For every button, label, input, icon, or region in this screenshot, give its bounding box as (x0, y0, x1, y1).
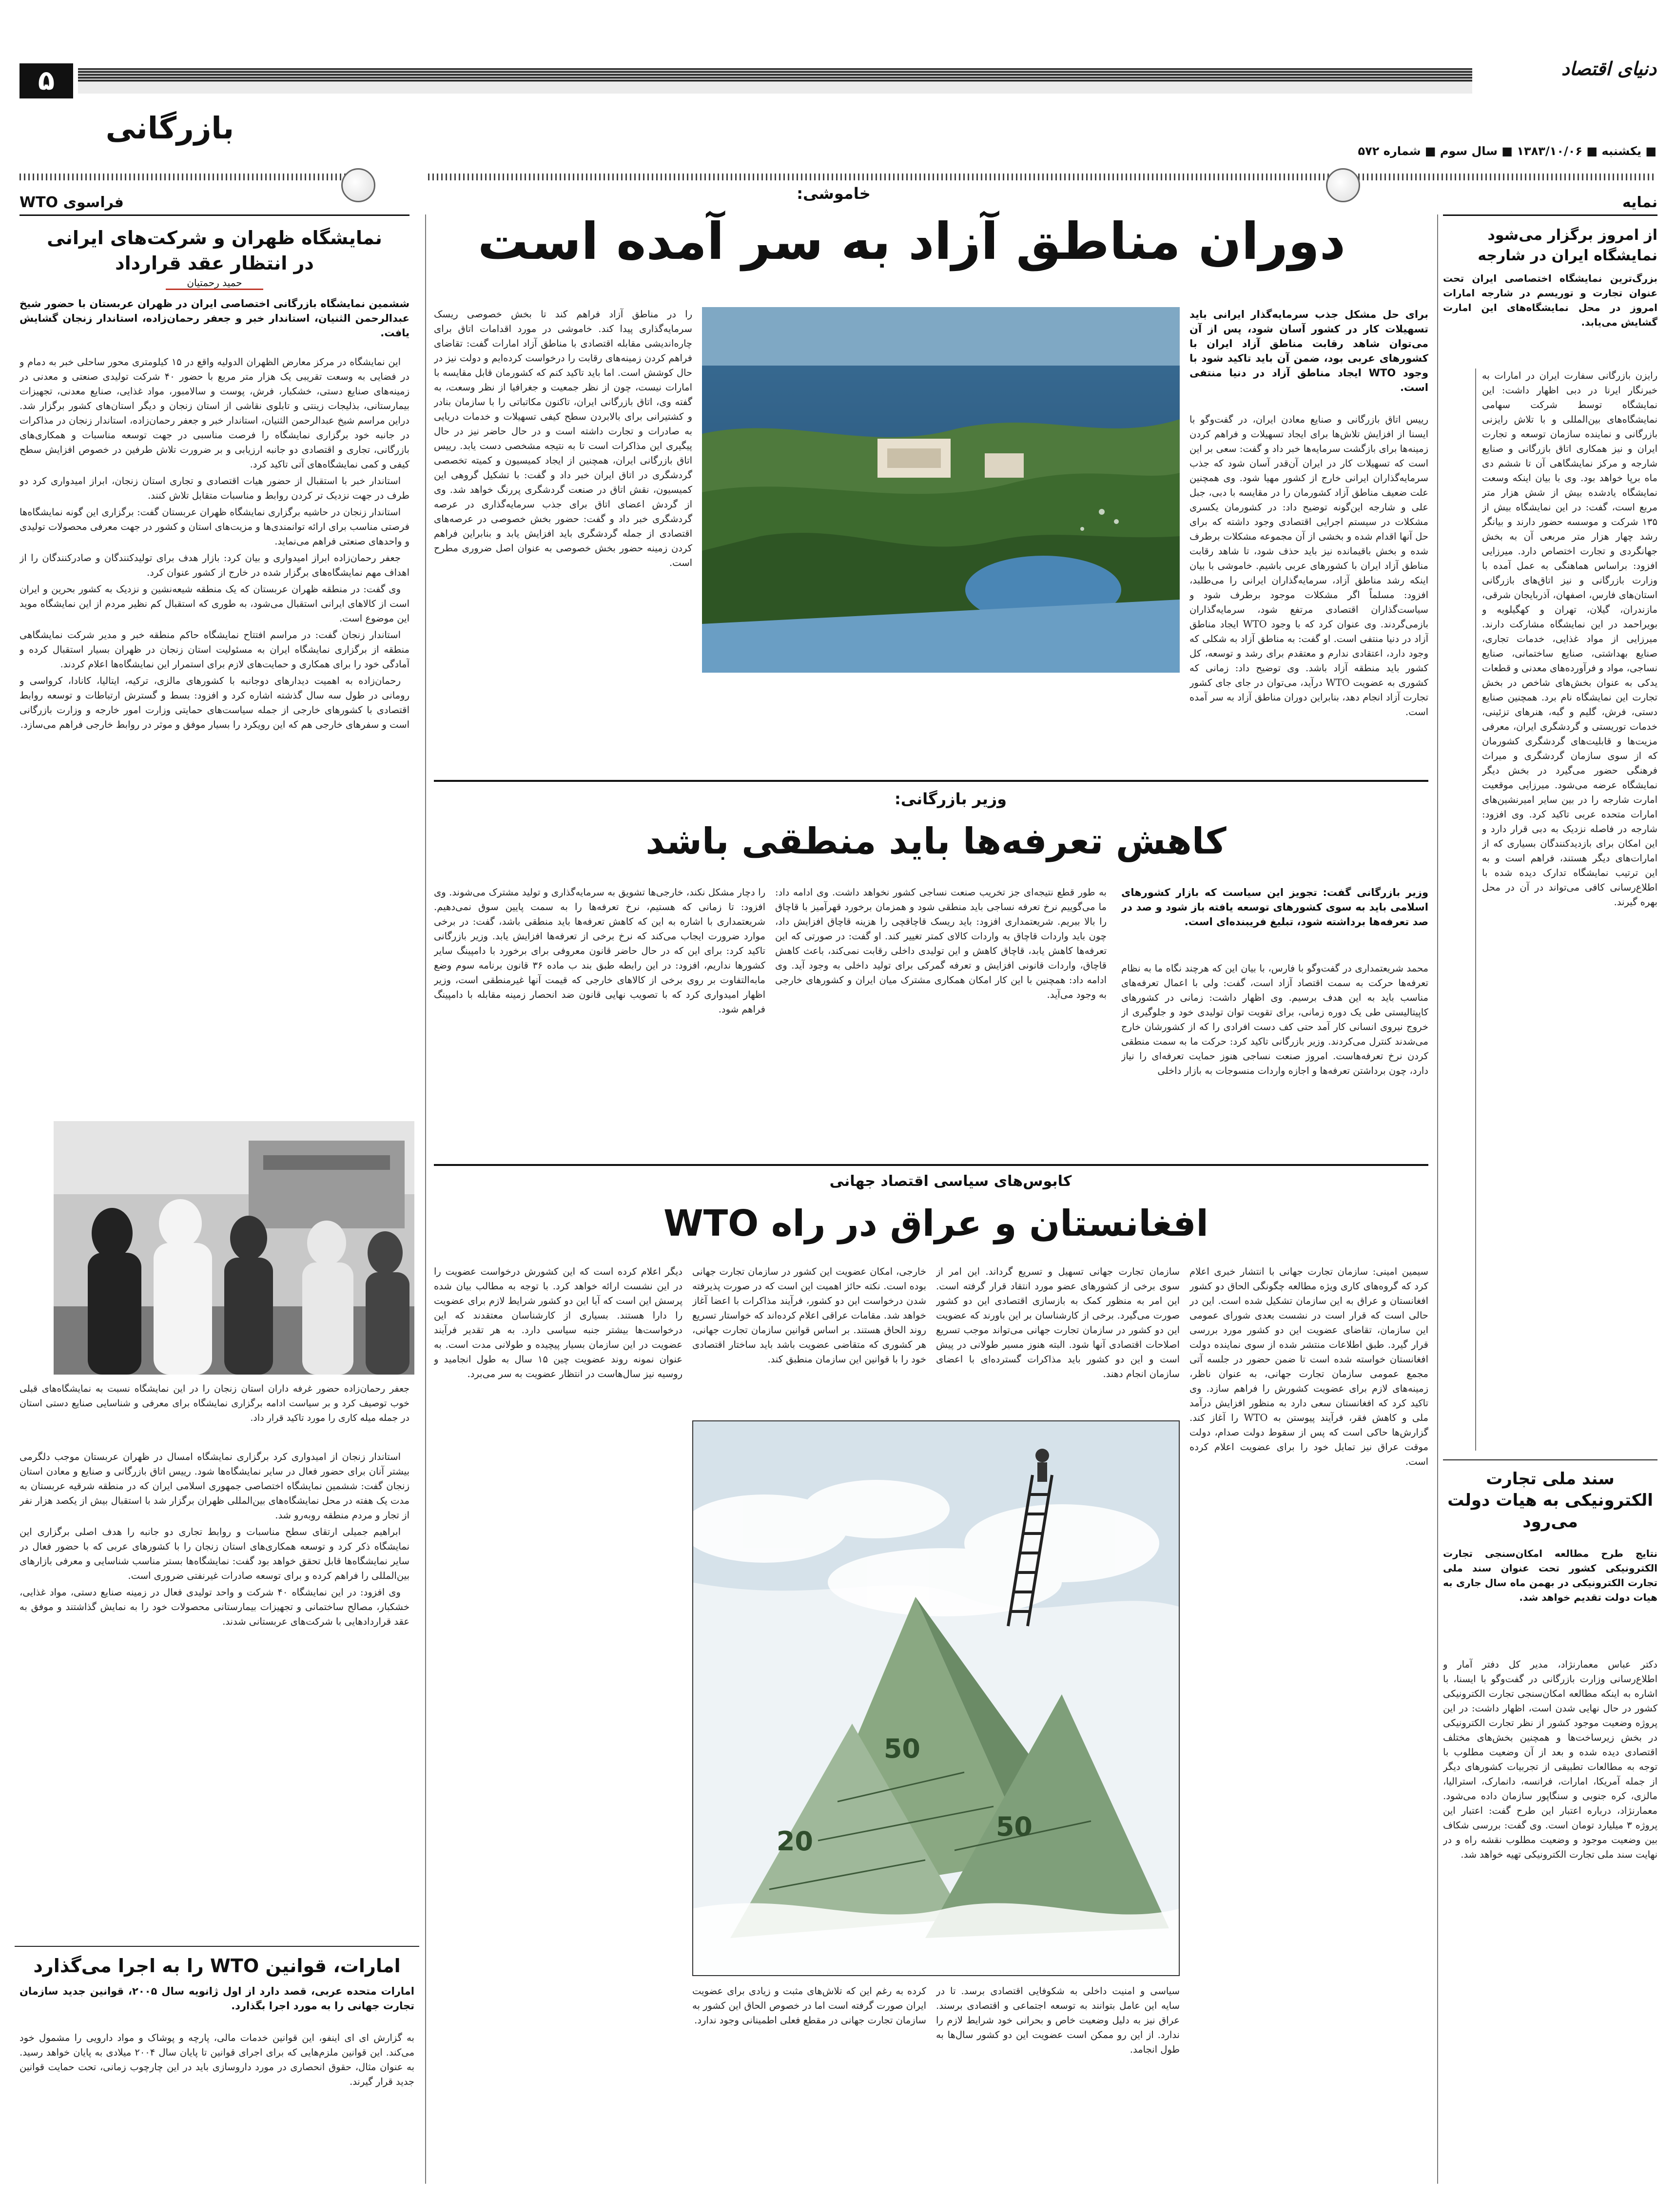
section-rule-2 (434, 1164, 1428, 1166)
exhibition-headline (19, 225, 409, 276)
wto-body-2: سازمان تجارت جهانی تسهیل و تسریع گرداند. این امر از سوی برخی از کشورهای عضو مورد انتقاد قرار گرفته است. این امر به منظور کمک به بازسازی اقتصادی این دو کشور صورت می‌گیرد. برخی از کارشناسان بر این باورند که عضویت این دو کشور در سازمان تجارت جهانی می‌تواند موجب تسریع اصلاحات اقتصادی آنها شود. البته هنوز مسیر طولانی در پیش است و این دو کشور باید مذاکرات گسترده‌ای با اعضای سازمان انجام دهند. (936, 1266, 1180, 1379)
masthead-bar (78, 68, 1472, 82)
exhibition-headline-line-1: نمایشگاه ظهران و شرکت‌های ایرانی (47, 227, 382, 249)
exhibition-paragraph: استاندار خبر با استقبال از حضور هیات اقتصادی و تجاری استان زنجان، ابراز امیدواری کرد دو طرف در جهت نزدیک تر کردن روابط و مناسبات متقابل تلاش کنند. (19, 475, 409, 501)
free-zones-body-right: رییس اتاق بازرگانی و صنایع معادن ایران، در گفت‌وگو با ایسنا از افزایش تلاش‌ها برای ایجاد تسهیلات و فراهم کردن زمینه‌ها برای بازگشت سرمایه‌ها خبر داد و گفت: سعی بر این است که تسهیلات کار در ایران آن‌قدر آسان شود که جذب سرمایه‌گذاران ایرانی خارج از کشور مهیا شود. وی همچنین علت ضعیف مناطق آزاد کشورمان را در مقایسه با دبی، جبل علی و شارجه این‌گونه توضیح داد: در کشورمان یکسری مشکلات در سیستم اجرایی اقتصادی وجود داشته که برای حل آنها اقدام شده و بخشی از آن مجموعه مشکلات برطرف شده و بخش باقیمانده نیز باید حذف شود، تا شاهد رقابت مناطق آزاد ایران با کشورهای عربی باشیم. خاموشی با بیان اینکه رشد مناطق آزاد، سرمایه‌گذاران ایرانی را می‌طلبد، افزود: مسلماً اگر مشکلات موجود برطرف شود و سیاست‌گذاران اقتصادی مرتفع شود، سرمایه‌گذاران بازمی‌گردند. وی عنوان کرد که با وجود WTO ایجاد مناطق آزاد در دنیا منتفی است. او گفت: به مناطق آزاد به شکلی که وجود دارد، اعتقادی ندارم و معتقدم برای رشد و توسعه، کل کشور باید منطقه آزاد باشد. وی توضیح داد: زمانی که کشوری به عضویت WTO درآید، می‌توان در جای جای کشور تجارت آزاد انجام دهد، بنابراین دوران مناطق آزاد به سر آمده است. (1189, 414, 1428, 718)
ecommerce-box (1443, 1459, 1657, 2186)
banknote-digits-1: 50 (883, 1733, 920, 1764)
section-rule-1 (434, 780, 1428, 782)
banknote-digits-3: 50 (995, 1811, 1033, 1842)
uae-wto-lead: امارات متحده عربی، قصد دارد از اول ژانویه سال ۲۰۰۵، قوانین جدید سازمان تجارت جهانی را به مورد اجرا بگذارد. (19, 1985, 414, 2012)
exhibition-paragraph: این نمایشگاه در مرکز معارض الظهران الدولیه واقع در ۱۵ کیلومتری محور ساحلی خبر به دمام و در فضایی به وسعت تقریبی یک هزار متر مربع با حضور ۴۰ شرکت تولیدی صنعتی و معدنی در زمینه‌های صنایع دستی، خشکبار، فرش، پوست و سالامبور، مواد غذایی، صنایع معدنی، تجهیزات بیمارستانی، بذلیجات زینتی و تابلوی نقاشی از استان زنجان و دیگر استان‌های کشور برگزار شد. دراین مراسم شیخ عبدالرحمن الثنیان، استاندار خبر و جعفر رحمان‌زاده، استاندار زنجان در مذاکرات در جانبه خود برگزاری نمایشگاه را فرصت مناسبی در جهت توسعه مناسبات و همکاری‌های بازرگانی، تجاری و اقتصادی دو جانبه ارزیابی و بر ضرورت تلاش طرفین در خصوص افزایش سطح کیفی و کمی نمایشگاه‌های آتی تاکید کرد. (19, 356, 409, 470)
tariffs-kicker: وزیر بازرگانی: (894, 790, 1007, 808)
section-title: بازرگانی (105, 110, 234, 146)
masthead-dots-left (19, 174, 370, 180)
exhibition-headline-line-2: در انتظار عقد قرارداد (115, 252, 314, 274)
exhibition-lead: ششمین نمایشگاه بازرگانی اختصاصی ایران در ظهران عربستان با حضور شیخ عبدالرحمن الثنیان، استاندار خبر و جعفر رحمان‌زاده، استاندار زنجان گشایش یافت. (19, 298, 409, 339)
wto-body-1: سیمین امینی: سازمان تجارت جهانی با انتشار خبری اعلام کرد که گروه‌های کاری ویژه مطالعه چگونگی الحاق دو کشور افغانستان و عراق به این سازمان تشکیل شده است. این در حالی است که قرار است در نشست بعدی شورای عمومی این سازمان، تقاضای عضویت این دو کشور مورد بررسی قرار گیرد. طبق اطلاعات منتشر شده از سوی نماینده دولت افغانستان خواسته شده است تا ضمن حضور در جلسه آتی مجمع عمومی سازمان تجارت جهانی، به عنوان ناظر، زمینه‌های لازم برای عضویت کشورش را فراهم سازد. وی تاکید کرد که افغانستان سعی دارد به منظور افزایش درآمد ملی و کاهش فقر، فرآیند پیوستن به WTO را آغاز کند. گزارش‌ها حاکی است که پس از سقوط دولت صدام، دولت موقت عراق نیز تمایل خود را برای عضویت اعلام کرده است. (1189, 1266, 1428, 1467)
globe-icon (1326, 168, 1360, 202)
wto-body-6: سیاسی و امنیت داخلی به شکوفایی اقتصادی برسد. تا در سایه این عامل بتوانند به توسعه اجتماعی و اقتصادی برسند. عراق نیز به دلیل وضعیت خاص و بحرانی خود شرایط لازم را ندارد. از این رو ممکن است عضویت این دو کشور سال‌ها به طول انجامد. (936, 1985, 1180, 2055)
free-zone-photo-art (702, 307, 1180, 673)
sharjah-body: رایزن بازرگانی سفارت ایران در امارات به خبرنگار ایرنا در دبی اظهار داشت: این نمایشگاه توسط شرکت سهامی نمایشگاه‌های بین‌المللی و با تلاش رایزنی بازرگانی و نماینده سازمان توسعه و تجارت ایران و نیز همکاری اتاق بازرگانی و صنایع شارجه و مرکز نمایشگاهی آن تا ششم دی ماه برپا خواهد بود. وی با بیان اینکه وسعت نمایشگاه یادشده بیش از شش هزار متر مربع است، گفت: در این نمایشگاه بیش از ۱۳۵ شرکت و موسسه حضور دارند و بیانگر رشد چهار هزار متر مربعی آن به بخش جهانگردی و تجارت اختصاص دارد. میرزایی افزود: براساس هماهنگی به عمل آمده با وزارت بازرگانی و نیز اتاق‌های بازرگانی استان‌های فارس، اصفهان، آذربایجان شرقی، مازندران، گیلان، تهران و کهگیلویه و بویراحمد در این نمایشگاه مشارکت دارند. میرزایی از مواد غذایی، خدمات تجاری، صنایع بهداشتی، صنایع ساختمانی، صنایع نساجی، مواد و فرآورده‌های معدنی و قطعات یدکی به عنوان بخش‌های شاخص در بخش تجارت این نمایشگاه نام برد. همچنین صنایع دستی، فرش، گلیم و گبه، هنرهای تزئینی، خدمات توریستی و گردشگری ایران، معرفی مزیت‌ها و قابلیت‌های گردشگری کشورمان که از سوی سازمان گردشگری و میراث فرهنگی حضور می‌گیرد در بخش دیگر نمایشگاه عرضه می‌شود. میرزایی موقعیت امارت شارجه را در بین سایر امیرنشین‌های امارات متحده عربی تاکید کرد. وی افزود: شارجه در فاصله نزدیک به دبی قرار دارد و این امکان برای بازدیدکنندگان بسیاری که از امارات‌های دیگر هستند، فراهم است و به این ترتیب نمایشگاه تدارک دیده شده با اطلاع‌رسانی کافی می‌تواند در آن در محل بهره گیرند. (1482, 370, 1657, 908)
wto-illustration (692, 1420, 1180, 1976)
byline: حمید رحمتیان (166, 277, 263, 290)
uae-wto-box (15, 1946, 419, 2180)
exhibition-body (19, 355, 409, 1106)
ecommerce-headline: سند ملی تجارت الکترونیکی به هیات دولت می‌رود (1447, 1469, 1653, 1532)
exhibition-paragraph: جعفر رحمان‌زاده ابراز امیدواری و بیان کرد: بازار هدف برای تولیدکنندگان و صادرکنندگان را از اهداف مهم نمایشگاه‌های برگزار شده در خارج از کشور عنوان کرد. (19, 552, 409, 578)
exhibition-photo-caption: جعفر رحمان‌زاده حضور غرفه داران استان زنجان را در این نمایشگاه نسبت به نمایشگاه‌های قبلی خوب توصیف کرد و بر سیاست ادامه برگزاری نمایشگاه برای معرفی و شناسایی صنایع دستی استان در جمله میله کاری را مورد تاکید قرار داد. (19, 1383, 409, 1423)
ecommerce-lead: نتایج طرح مطالعه امکان‌سنجی تجارت الکترونیکی کشور تحت عنوان سند ملی تجارت الکترونیکی در بهمن ماه سال جاری به هیات دولت تقدیم خواهد شد. (1443, 1548, 1657, 1603)
page-number-badge (19, 63, 73, 98)
logo (1491, 58, 1657, 87)
exhibition-paragraph: استاندار زنجان در حاشیه برگزاری نمایشگاه ظهران عربستان گفت: برگزاری این گونه نمایشگاه‌ها فرصتی مناسب برای ارائه توانمندی‌ها و مزیت‌های استان و کشور در جهت معرفی محصولات تولیدی و واحدهای صنعتی فراهم می‌نماید. (19, 506, 409, 547)
exhibition-paragraph: استاندار زنجان از امیدواری کرد برگزاری نمایشگاه امسال در ظهران عربستان موجب دلگرمی بیشتر آنان برای حضور فعال در سایر نمایشگاه‌ها شود. رییس اتاق بازرگانی و صنایع و معادن استان زنجان گفت: ششمین نمایشگاه اختصاصی جمهوری اسلامی ایران که در منطقه شرقیه عربستان به مدت یک هفته در محل نمایشگاه‌های بین‌المللی ظهران برگزار شد با استقبال بیش از یکصد هزار نفر از تجار و مردم منطقه روبه‌رو شد. (19, 1451, 409, 1521)
tariffs-body-2: به طور قطع نتیجه‌ای جز تخریب صنعت نساجی کشور نخواهد داشت. وی ادامه داد: ما می‌گوییم نرخ تعرفه نساجی باید منطقی شود و همزمان برخورد قهرآمیز با قاچاق را بالا ببریم. شریعتمداری افزود: باید ریسک قاچاقچی را هزینه قاچاق افزایش داد، چون باید واردات قاچاق به واردات کالای کمتر تغییر کند. او گفت: در صورتی که این تعرفه‌ها کاهش یابد، قاچاق کاهش و این تولیدی داخلی رقابت نمی‌کند، باعث کاهش قاچاق، واردات قانونی افزایش و تعرفه گمرکی برای تولید داخلی به وجود آید. وی ادامه داد: همچنین با این کار امکان همکاری مشترک میان ایران و کشورهای خارجی به وجود می‌آید. (775, 887, 1107, 1000)
left-column-label: فراسوی WTO (19, 194, 124, 211)
exhibition-photo-art (54, 1121, 414, 1375)
free-zones-body-left: را در مناطق آزاد فراهم کند تا بخش خصوصی ریسک سرمایه‌گذاری پیدا کند. خاموشی در مورد اقدامات اتاق برای چاره‌اندیشی مقابله اقتصادی با مناطق آزاد امارات گفت: تقاضای فراهم کردن زمینه‌های رقابت را درخواست کرده‌ایم و دولت نیز در حال کوشش است. اما باید تاکید کنم که کشورمان قابل مقایسه با امارات نیست، چون از نظر جمعیت و جغرافیا از نظر وسعت، به گفته وی، اتاق بازرگانی ایران، تاکنون مکاتباتی را با سازمان بنادر و کشتیرانی برای بالابردن سطح کیفی تسهیلات و خدمات دریایی به صادرات و تجارت داشته است و در حال حاضر نیز در حال پیگیری این مذاکرات است تا به نتیجه مشخصی دست یابد. رییس اتاق بازرگانی ایران، همچنین از ایجاد کمیسیون و کمیته تخصصی گردشگری در اتاق ایران خبر داد و گفت: با تشکیل گروهی این کمیسیون، نقش اتاق در صنعت گردشگری پررنگ خواهد شد. وی از گردش اعضای اتاق برای جذب سرمایه‌گذاری در عرصه گردشگری خبر داد و گفت: حضور بخش خصوصی در عرصه‌های اقتصادی از جمله گردشگری باید افزایش یابد و بنابراین فراهم کردن زمینه حضور بخش خصوصی به عنوان اصل ضروری مطرح است. (434, 309, 692, 568)
page-number: ۵ (38, 65, 55, 97)
exhibition-body-continued (19, 1450, 409, 1942)
column-divider-right-inner (1475, 369, 1476, 1451)
exhibition-paragraph: وی گفت: در منطقه ظهران عربستان که یک منطقه شیعه‌نشین و نزدیک به کشور بحرین و ایران است از کالاهای ایرانی استقبال می‌شود، به طوری که استقبال کم نظیر مردم از این نمایشگاه موید این موضوع است. (19, 583, 409, 624)
tariffs-body-3: را دچار مشکل نکند، خارجی‌ها تشویق به سرمایه‌گذاری و تولید مشترک می‌شوند. وی افزود: تا زمانی که هستیم، نرخ تعرفه‌ها را به سمت پایین سوق نمی‌دهیم. شریعتمداری با اشاره به این که کاهش تعرفه‌ها باید منطقی باشد، گفت: در برخی موارد ضرورت ایجاب می‌کند که نرخ برخی از تعرفه‌ها افزایش یابد. وزیر بازرگانی تاکید کرد: برای این که در حال حاضر قانون معروفی برای برخورد با دامپینگ سایر کشورها نداریم، افزود: در این رابطه طبق بند ب ماده ۳۶ قانون برنامه سوم وضع مابه‌التفاوت بر روی برخی از کالاهای خارجی که قیمت آنها غیرمنطقی است، وزیر اظهار امیدواری کرد که با تصویب نهایی قانون ضد انحصار زمینه مقابله با دامپینگ فراهم شود. (434, 887, 765, 1015)
free-zone-photo (702, 307, 1180, 673)
right-column-label: نمایه (1622, 194, 1657, 211)
wto-headline: افغانستان و عراق در راه WTO (663, 1203, 1208, 1244)
uae-wto-headline: امارات، قوانین WTO را به اجرا می‌گذارد (33, 1955, 401, 1977)
exhibition-paragraph: وی افزود: در این نمایشگاه ۴۰ شرکت و واحد تولیدی فعال در زمینه صنایع دستی، مواد غذایی، خشکبار، مصالح ساختمانی و تجهیزات بیمارستانی محصولات خود را به نمایش گذاشتند و موفق به عقد قراردادهایی با شرکت‌های عربستانی شدند. (19, 1587, 409, 1627)
masthead-world-map-band (78, 82, 1472, 94)
uae-wto-body: به گزارش ای ای اینفو، این قوانین خدمات مالی، پارچه و پوشاک و مواد دارویی را مشمول خود می‌کند. این قوانین ملزم‌هایی که برای اجرای قوانین تا پایان سال ۲۰۰۴ میلادی به پایان خواهد رسید. به عنوان مثال، حقوق انحصاری در مورد داروسازی باید در این چارچوب زمانی، تحت حمایت قوانین جدید قرار گیرند. (19, 2032, 414, 2087)
free-zones-lead: برای حل مشکل جذب سرمایه‌گذار ایرانی باید تسهیلات کار در کشور آسان شود، پس از آن می‌توان شاهد رقابت مناطق آزاد ایران با کشورهای عربی بود، ضمن آن باید تاکید شود با وجود WTO ایجاد مناطق آزاد در دنیا منتفی است. (1189, 309, 1428, 393)
wto-kicker: کابوس‌های سیاسی اقتصاد جهانی (829, 1173, 1072, 1190)
globe-icon (341, 168, 375, 202)
free-zones-kicker: خاموشی: (797, 184, 871, 203)
exhibition-paragraph: استاندار زنجان گفت: در مراسم افتتاح نمایشگاه حاکم منطقه خبر و مدیر شرکت نمایشگاهی منطقه از برگزاری نمایشگاه ایران به مسئولیت استان زنجان در ظهران بسیار استقبال کرده و آمادگی خود را برای همکاری و حمایت‌های لازم برای استمرار این نمایشگاه‌ها اعلام کردند. (19, 629, 409, 670)
wto-body-3: خارجی، امکان عضویت این کشور در سازمان تجارت جهانی بوده است. نکته حائز اهمیت این است که در صورت پذیرفته شدن درخواست این دو کشور، فرآیند مذاکرات با اعضا آغاز خواهد شد. مقامات عراقی اعلام کرده‌اند که خواستار تسریع روند الحاق هستند. بر اساس قوانین سازمان تجارت جهانی، هر کشوری که متقاضی عضویت باشد باید ساختار اقتصادی خود را با قوانین این سازمان منطبق کند. (692, 1266, 926, 1365)
wto-illustration-art (692, 1421, 1179, 1976)
tariffs-lead: وزیر بازرگانی گفت: تجویز این سیاست که بازار کشورهای اسلامی باید به سوی کشورهای توسعه یافته باز شود و صد در صد تعرفه‌ها برداشته شود، تبلیغ فریبنده‌ای است. (1121, 887, 1428, 928)
tariffs-body-1: محمد شریعتمداری در گفت‌وگو با فارس، با بیان این که هرچند نگاه ما به نظام تعرفه‌ها حرکت به سمت اقتصاد آزاد است، گفت: ولی با اعمال تعرفه‌های مناسب باید به این هدف برسیم. وی اظهار داشت: زمانی در کشورهای کاپیتالیستی طی یک دوره زمانی، برای تقویت توان تولیدی خود و جلوگیری از خروج نیروی انسانی کار آمد حتی کف دست افرادی را که از کشورشان خارج می‌شدند کنترل می‌کردند. وزیر بازرگانی تاکید کرد: حرکت ما به سمت منطقی کردن نرخ تعرفه‌هاست. امروز صنعت نساجی هنوز حمایت تعرفه‌ای را نیاز دارد، چون برداشتن تعرفه‌ها و اجازه واردات منسوجات به بازار داخلی (1121, 963, 1428, 1076)
issue-line: ■ یکشنبه ■ ۱۳۸۳/۱۰/۰۶ ■ سال سوم ■ شماره ۵۷۲ (1358, 144, 1657, 158)
free-zones-headline: دوران مناطق آزاد به سر آمده است (477, 212, 1346, 271)
logo-text: دنیای اقتصاد (1561, 58, 1657, 79)
wto-body-5: کرده به رغم این که تلاش‌های مثبت و زیادی برای عضویت ایران صورت گرفته است اما در خصوص الحاق این کشور به سازمان تجارت جهانی در مقطع فعلی اطمینانی وجود ندارد. (692, 1985, 926, 2026)
wto-body-4: دیگر اعلام کرده است که این کشورش درخواست عضویت را در این نشست ارائه خواهد کرد. با توجه به مطالب بیان شده پرسش این است که آیا این دو کشور شرایط لازم برای عضویت را دارا هستند. بسیاری از کارشناسان معتقدند که این درخواست‌ها بیشتر جنبه سیاسی دارد. به هر تقدیر فرآیند عضویت در این سازمان بسیار پیچیده و طولانی مدت است. به عنوان نمونه روند عضویت چین ۱۵ سال به طول انجامید و روسیه نیز سال‌هاست در انتظار عضویت به سر می‌برد. (434, 1266, 682, 1379)
left-column-rule (19, 214, 409, 216)
column-divider-left (425, 214, 426, 2184)
ecommerce-body: دکتر عباس معمارنژاد، مدیر کل دفتر آمار و اطلاع‌رسانی وزارت بازرگانی در گفت‌وگو با ایسنا، با اشاره به اینکه مطالعه امکان‌سنجی تجارت الکترونیکی کشور در حال نهایی شدن است، اظهار داشت: در این پروژه وضعیت موجود کشور از نظر تجارت الکترونیکی در بخش زیرساخت‌ها و همچنین بخش‌های مختلف اقتصادی دیده شده و بعد از آن وضعیت مطلوب با توجه به مطالعات تطبیقی از تجربیات کشورهای دیگر از جمله آمریکا، امارات، فرانسه، دانمارک، استرالیا، مالزی، کره جنوبی و سنگاپور سازمان داده می‌شود. معمارنژاد، درباره اعتبار این طرح گفت: اعتبار این پروژه ۳ میلیارد تومان است. وی گفت: بررسی شکاف بین وضعیت موجود و وضعیت مطلوب نقشه راه و در نهایت سند ملی تجارت الکترونیکی تهیه خواهد شد. (1443, 1659, 1657, 1860)
exhibition-paragraph: رحمان‌زاده به اهمیت دیدارهای دوجانبه با کشورهای مالزی، ترکیه، ایتالیا، کانادا، کرواسی و رومانی در طول سه سال گذشته اشاره کرد و افزود: بسط و گسترش ارتباطات و توسعه روابط اقتصادی با کشورهای خارجی از جمله سیاست‌های حمایتی وزارت امور خارجه و وزارت بازرگانی است و سفرهای خارجی هم که این رویکرد را بسیار موفق و موثر در روابط خارجی فراهم می‌سازد. (19, 675, 409, 730)
masthead-dots-right (428, 174, 1657, 180)
exhibition-paragraph: ابراهیم جمیلی ارتقای سطح مناسبات و روابط تجاری دو جانبه را هدف اصلی برگزاری این نمایشگاه ذکر کرد و توسعه همکاری‌های استان زنجان را با کشورهای عربی که با حضور فعال در سایر نمایشگاه‌ها قابل تحقق خواهد بود گفت: نمایشگاه‌ها بستر مناسب شناسایی و معرفی بازارهای بین‌المللی را فراهم کرده و برای توسعه صادرات غیرنفتی ضروری است. (19, 1526, 409, 1581)
sharjah-lead: بزرگ‌ترین نمایشگاه اختصاصی ایران تحت عنوان تجارت و توریسم در شارجه امارات امروز در محل نمایشگاه‌های این امارت گشایش می‌یابد. (1443, 272, 1657, 328)
right-column-rule (1443, 214, 1657, 216)
tariffs-headline: کاهش تعرفه‌ها باید منطقی باشد (645, 820, 1227, 862)
exhibition-photo (54, 1121, 414, 1375)
column-divider-right (1437, 214, 1438, 2184)
sharjah-headline: از امروز برگزار می‌شود نمایشگاه ایران در شارجه (1478, 227, 1657, 264)
banknote-digits-2: 20 (776, 1826, 813, 1857)
